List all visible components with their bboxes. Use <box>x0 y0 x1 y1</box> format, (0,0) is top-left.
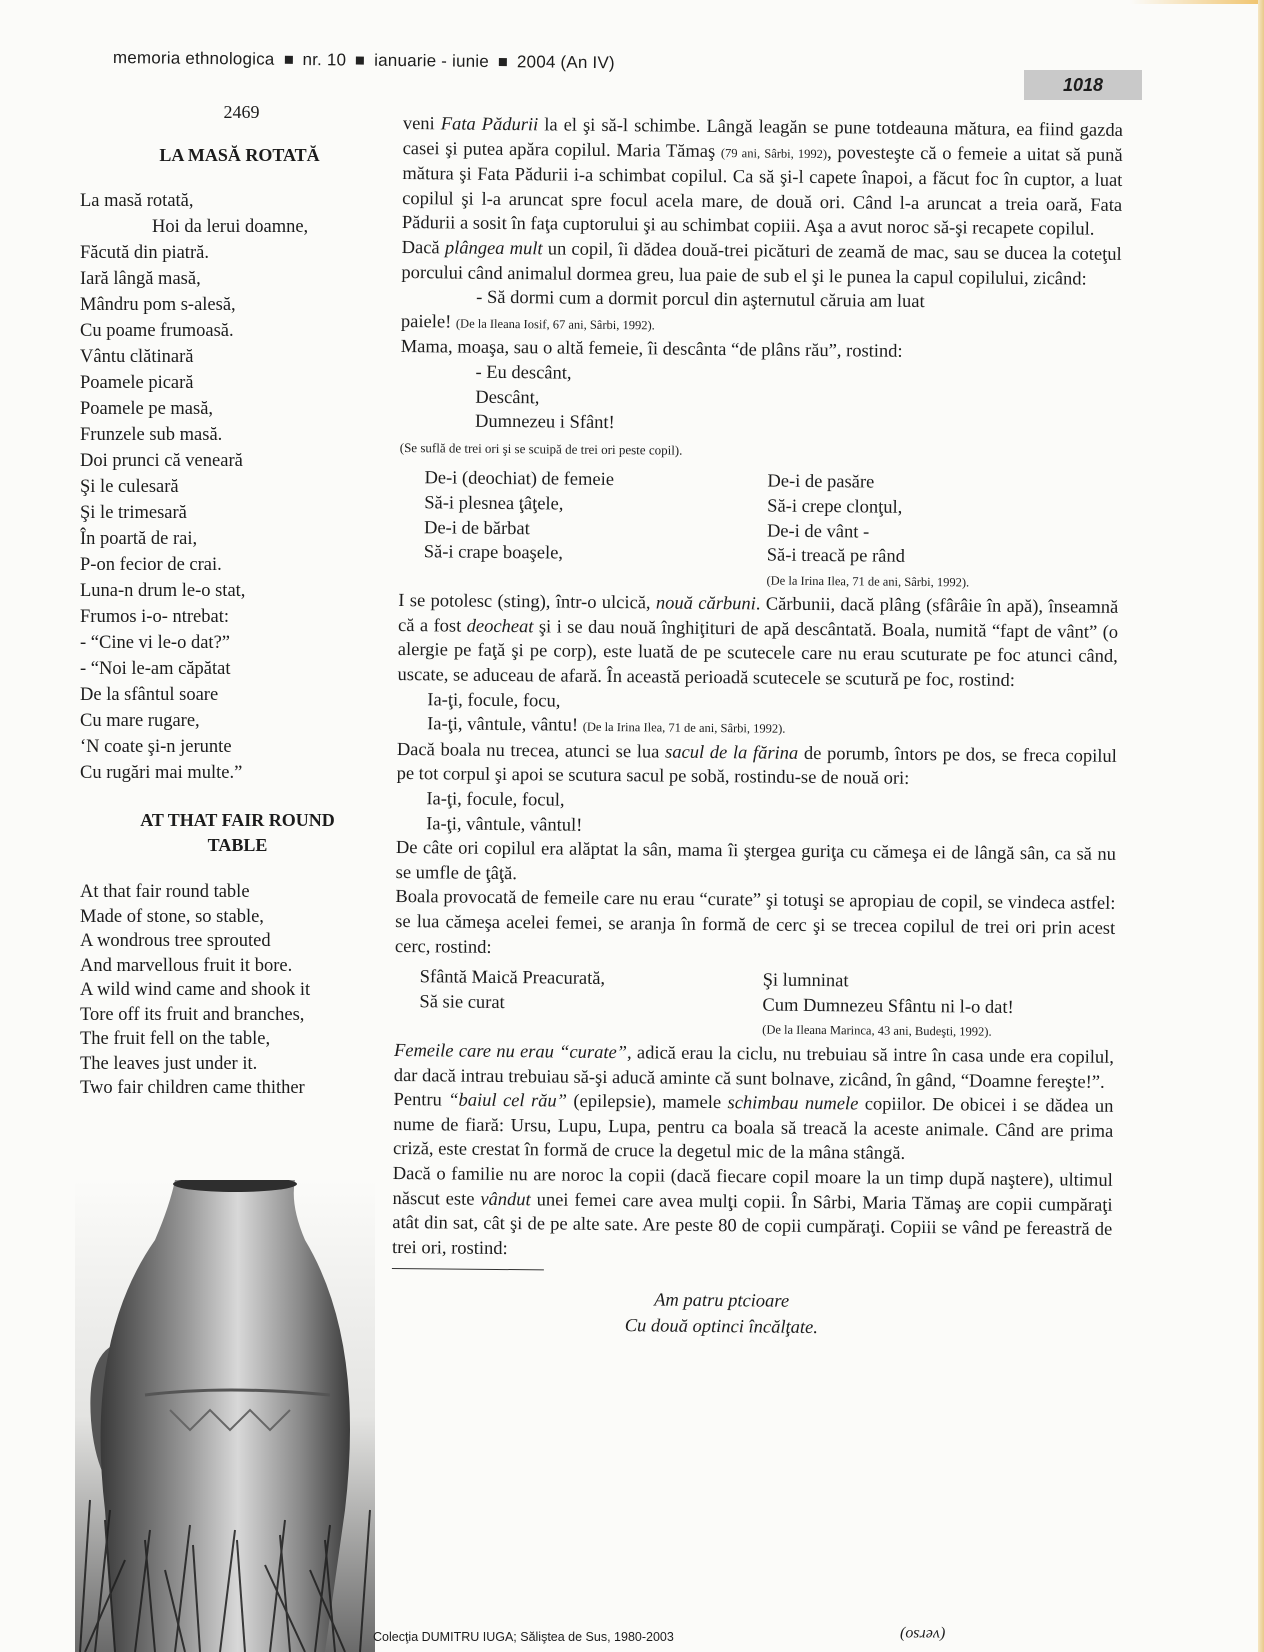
chant-line: De-i de bărbat <box>423 517 530 539</box>
poem-line: Cu rugări mai multe.” <box>80 763 243 783</box>
text-run: copiilor. De obicei i se dădea un nume de fiară: Ursu, Lupu, Lupa, pentru ca boala să treacă la aceste animale. Când are prima criză, este crestat în formă de cruce la degetul mic de la mâna stângă. <box>392 1094 1114 1165</box>
emphasis: vândut <box>480 1189 531 1210</box>
paragraph <box>394 1039 1114 1095</box>
paragraph <box>401 236 1121 292</box>
emphasis: Fata Pădurii <box>440 114 539 136</box>
poem-line: Poamele pe masă, <box>80 399 214 419</box>
poem-line: Iară lângă masă, <box>80 269 201 289</box>
clay-jug-photo <box>75 1180 375 1652</box>
poem-line: Hoi da lerui doamne, <box>152 217 309 237</box>
chant-two-columns <box>419 965 1115 1045</box>
page-number: 1018 <box>1024 70 1142 100</box>
translation-title-line: TABLE <box>207 835 268 855</box>
paragraph <box>392 1162 1113 1267</box>
poem-line: Luna-n drum le-o stat, <box>80 581 246 601</box>
chant-block <box>400 360 1121 441</box>
chant-line: De-i de pasăre <box>767 471 875 493</box>
footnote-rule <box>392 1268 544 1270</box>
closing-chant <box>331 1285 1111 1344</box>
text-run: I se potolesc (sting), într-o ulcică, <box>398 591 657 614</box>
chant-line: Să-i plesnea ţâţele, <box>424 493 564 515</box>
paragraph: Boala provocată de femeile care nu erau “curate” şi totuşi se apropiau de copil, se vindeca astfel: se lua cămeşa acelei femei, se aranja în formă de cerc şi se trecea copilul de trei ori prin acest cerc, rostind: <box>394 887 1116 958</box>
romanian-poem <box>80 188 385 786</box>
song-title: LA MASĂ ROTATĂ <box>159 145 320 165</box>
text-run: , povesteşte că o femeie a uitat să pună mătura şi Fata Pădurii i-a schimbat copilul. Ca să şi-l capete înapoi, a făcut foc în cuptor, a luat copilul şi l-a aruncat spre focul acela mare, de două ori. Când l-a aruncat a treia oară, Fata Pădurii a sosit în faţa cuptorului şi au schimbat copiii. Aşa a avut noroc să-şi recapete copilul. <box>401 142 1123 241</box>
source-citation: (79 ani, Sârbi, 1992) <box>720 145 828 161</box>
translation-title <box>90 808 385 858</box>
chant-line: - Eu descânt, <box>475 362 572 384</box>
chant-line: Cu două optinci încălţate. <box>624 1316 819 1339</box>
poem-line: The leaves just under it. <box>80 1053 258 1074</box>
source-citation: (De la Irina Ilea, 71 de ani, Sârbi, 1992). <box>766 573 970 590</box>
chant-line: Cum Dumnezeu Sfântu ni l-o dat! <box>762 995 1014 1018</box>
source-citation: (De la Ileana Marinca, 43 ani, Budeşti, 1992). <box>762 1022 992 1040</box>
poem-line: Doi prunci că veneară <box>80 451 243 471</box>
text-run: şi i se dau nouă înghiţituri de apă descântată. Boala, numită “fapt de vânt” (o alergie pe faţă şi pe corp), este luată de pe scutecele care nu erau scuturate pe foc atunci când, uscate, se aduceau de afară. În această perioadă scutecele se scutură pe foc, rostind: <box>397 617 1119 691</box>
text-run: la el şi să-l schimbe. Lângă leagăn se pune totdeauna mătura, ea fiind gazda casei şi putea apăra copilul. Maria Tămaş <box>402 115 1123 162</box>
poem-line: At that fair round table <box>80 882 250 902</box>
text-run: Dacă boala nu trecea, atunci se lua <box>396 739 666 763</box>
poem-line: Şi le culesară <box>80 477 179 497</box>
emphasis: deocheat <box>466 616 534 638</box>
text-run: Pentru <box>393 1090 449 1111</box>
song-number: 2469 <box>223 102 260 122</box>
english-poem <box>80 880 385 1101</box>
chant-line: Dumnezeu i Sfânt! <box>474 411 615 434</box>
chant-line: Ia-ţi, vântule, vântul! <box>426 813 583 836</box>
scan-edge-top <box>1130 0 1264 4</box>
chant-column <box>419 965 763 1042</box>
paragraph <box>397 738 1117 794</box>
footer-collection: Colecţia DUMITRU IUGA; Sălişteа de Sus, 1980-2003 <box>373 1630 674 1644</box>
chant-line: Sfântă Maică Preacurată, <box>419 967 606 990</box>
text-run: veni <box>402 113 441 135</box>
poem-line: Mândru pom s-alesă, <box>80 295 236 315</box>
poem-line: În poartă de rai, <box>80 529 198 549</box>
text-run: (epilepsie), mamele <box>566 1091 728 1114</box>
emphasis: schimbau numele <box>727 1093 859 1115</box>
chant-line: Şi lumninat <box>762 970 849 992</box>
chant-lines <box>762 969 1102 1021</box>
source-citation: (De la Ileana Iosif, 67 ani, Sârbi, 1992). <box>455 316 655 333</box>
text-run: un copil, îi dădea două-trei picături de zeamă de mac, sau se ducea la coteţul porcului când animalul dormea greu, lua paie de sub el şi le punea la capul copilului, zicând: <box>401 239 1122 290</box>
chant-line: Am patru ptcioare <box>654 1290 790 1313</box>
text-run: , adică erau la ciclu, nu trebuiau să intre în casa unde era copilul, dar dacă intrau trebuiau să-şi aducă aminte că sunt bolnave, zicând, în gând, “Doamne fereşte!”. <box>393 1043 1115 1093</box>
text-run: paiele! <box>400 311 457 333</box>
emphasis: Femeile care nu erau “curate” <box>393 1040 628 1064</box>
poem-line: Cu poame frumoasă. <box>80 321 234 341</box>
paragraph <box>393 1088 1114 1169</box>
running-header <box>113 48 615 73</box>
poem-line: Vântu clătinară <box>80 347 194 367</box>
text-run: unei femei care avea mulţi copii. În Sârbi, Maria Tămaş are copii cumpăraţi atât din sat, cât şi de pe alte sate. Are peste 80 de copii cumpăraţi. Copiii se vând pe fereastră de trei ori, rostind: <box>392 1189 1113 1259</box>
chant-line: De-i (deochiat) de femeie <box>424 468 615 491</box>
poem-line: Făcută din piatră. <box>80 243 209 263</box>
emphasis: nouă cărbuni <box>655 593 756 615</box>
poem-line: De la sfântul soare <box>80 685 219 705</box>
chant-column <box>766 470 1107 596</box>
poem-line: - “Cine vi le-o dat?” <box>80 633 230 653</box>
chant-line: De-i de vânt - <box>766 521 870 542</box>
chant-line: Descânt, <box>475 387 540 408</box>
poem-line: Made of stone, so stable, <box>80 906 264 927</box>
chant-line: Ia-ţi, focule, focul, <box>426 789 565 811</box>
poem-line: Cu mare rugare, <box>80 711 200 731</box>
text-run: Dacă o familie nu are noroc la copii (dacă fiecare copil moare la un timp după naştere), ultimul născut este <box>392 1163 1113 1210</box>
poem-line: P-on fecior de crai. <box>80 555 222 575</box>
poem-line: La masă rotată, <box>80 191 194 211</box>
poem-line: The fruit fell on the table, <box>80 1029 271 1049</box>
text-run: . Cărbunii, dacă plâng (sfârâie în apă), înseamnă că a fost <box>397 594 1119 637</box>
chant-column <box>423 467 767 593</box>
emphasis: “baiul cel rău” <box>448 1090 568 1112</box>
poem-line: A wondrous tree sprouted <box>80 931 271 951</box>
emphasis: sacul de la fărina <box>664 742 799 764</box>
chant-line: Să-i treacă pe rând <box>766 545 906 567</box>
chant-line: Ia-ţi, focule, focu, <box>427 689 561 712</box>
chant-two-columns <box>423 467 1119 597</box>
left-column <box>80 102 385 1101</box>
main-text-column <box>391 112 1123 1344</box>
translation-title-line: AT THAT FAIR ROUND <box>140 810 335 830</box>
emphasis: plângea mult <box>444 238 543 260</box>
chant-block <box>396 787 1116 843</box>
chant-line: Să-i crepe clonţul, <box>767 496 903 518</box>
poem-line: - “Noi le-am căpătat <box>80 659 231 679</box>
chant-line: Să-i crape boaşele, <box>423 542 564 564</box>
chant-line: - Să dormi cum a dormit porcul din aşternutul căruia am luat <box>476 287 925 313</box>
poem-line: Frunzele sub masă. <box>80 425 223 445</box>
poem-line: Şi le trimesară <box>80 503 187 523</box>
issue-period: ianuarie - iunie <box>374 50 490 71</box>
poem-line: A wild wind came and shook it <box>80 980 311 1000</box>
poem-line: Tore off its fruit and branches, <box>80 1004 305 1025</box>
source-citation: (De la Irina Ilea, 71 de ani, Sârbi, 1992). <box>582 720 786 736</box>
footer-turn-note: (verso) <box>900 1626 946 1643</box>
issue-year: 2004 (An IV) <box>516 52 615 73</box>
bullet-icon <box>284 55 292 63</box>
chant-lines <box>767 470 1108 572</box>
chant-line: Să sie curat <box>419 991 505 1013</box>
issue-number: nr. 10 <box>302 49 347 70</box>
scan-edge-right <box>1258 0 1264 1652</box>
poem-line: Poamele picară <box>80 373 194 393</box>
poem-line: Frumos i-o- ntrebat: <box>80 607 230 627</box>
poem-line: And marvellous fruit it bore. <box>80 955 293 976</box>
paragraph <box>397 589 1118 694</box>
bullet-icon <box>356 56 364 64</box>
text-run: Ia-ţi, vântule, vântu! <box>427 714 583 737</box>
chant-column <box>762 969 1103 1046</box>
paragraph <box>402 112 1123 243</box>
text-run: de porumb, întors pe dos, se freca copilul pe tot corpul şi apoi se scutura sacul pe sobă, rostindu-se de nouă ori: <box>396 743 1117 790</box>
journal-name: memoria ethnologica <box>112 48 275 69</box>
poem-line: Two fair children came thither <box>80 1078 305 1098</box>
bullet-icon <box>499 58 507 66</box>
paragraph: Mama, moaşa, sau o altă femeie, îi descânta “de plâns rău”, rostind: <box>400 337 903 363</box>
poem-line: ‘N coate şi-n jerunte <box>80 737 232 757</box>
text-run: Dacă <box>401 237 445 259</box>
paragraph: De câte ori copilul era alăptat la sân, mama îi ştergea guriţa cu cămeşa ei de lângă sân, ca să nu se umfle de ţâţă. <box>395 838 1116 884</box>
note: (Se suflă de trei ori şi se scuipă de trei ori peste copil). <box>399 439 683 458</box>
